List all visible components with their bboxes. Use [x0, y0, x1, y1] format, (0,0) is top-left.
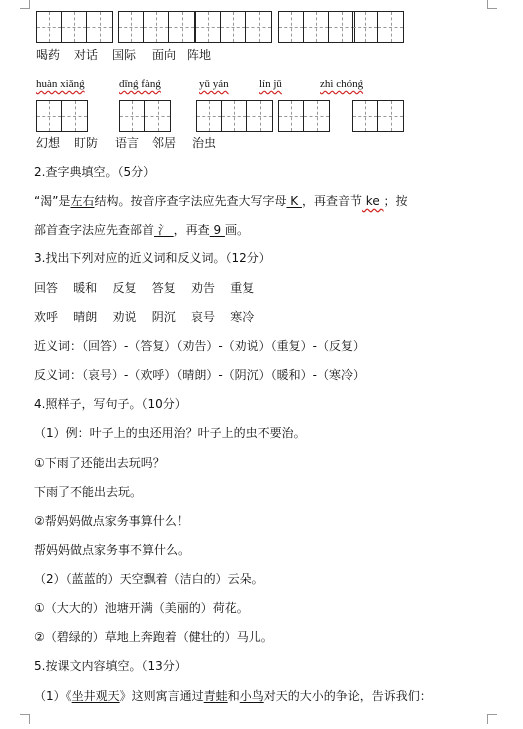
- q5-line-1: （1）《坐井观天》这则寓言通过青蛙和小鸟对天的大小的争论，告诉我们：: [34, 689, 432, 703]
- q3-words-b: 欢呼 晴朗 劝说 阴沉 哀号 寒冷: [34, 310, 255, 324]
- writing-grid: [118, 11, 195, 43]
- q2-line-1: “渴”是左右结构。按音序查字法应先查大写字母 K ，再查音节 ke ；按: [34, 194, 408, 208]
- page-corner-mark: [487, 714, 497, 724]
- pinyin-3: yǔ yán: [199, 78, 229, 90]
- writing-grid: [352, 100, 404, 132]
- answer-bird: 小鸟: [239, 689, 264, 703]
- writing-grid: [196, 100, 273, 132]
- q3-antonyms: 反义词：（哀号）-（欢呼）（晴朗）-（阴沉）（暖和）-（寒冷）: [34, 368, 365, 382]
- q4-answer-2: 帮妈妈做点家务事不算什么。: [34, 543, 191, 557]
- q3-title: 3.找出下列对应的近义词和反义词。（12分）: [34, 251, 271, 265]
- word-2: 对话: [74, 48, 99, 62]
- answer-structure: 左右: [70, 194, 95, 208]
- q4-sentence-4: ②（碧绿的）草地上奔跑着（健壮的）马儿。: [34, 630, 273, 644]
- page-corner-mark: [487, 0, 497, 9]
- word-6: 幻想: [36, 136, 61, 150]
- word-3: 国际: [112, 48, 137, 62]
- word-8: 语言: [115, 136, 140, 150]
- q2-line-2: 部首查字法应先查部首 氵 ，再查 9 画。: [34, 223, 249, 237]
- page-corner-mark: [20, 714, 30, 724]
- q4-example-2: （2）（蓝蓝的）天空飘着（洁白的）云朵。: [34, 572, 264, 586]
- q4-answer-1: 下雨了不能出去玩。: [34, 485, 143, 499]
- writing-grid: [195, 11, 272, 43]
- pinyin-4: lín jū: [259, 78, 282, 90]
- answer-strokes: 9: [209, 223, 225, 237]
- answer-frog: 青蛙: [203, 689, 228, 703]
- q4-sentence-2: ②帮妈妈做点家务事算什么！: [34, 514, 189, 528]
- pinyin-2: dīnǵ fànǵ: [119, 78, 161, 90]
- pinyin-1: huàn xiǎnǵ: [36, 78, 85, 90]
- answer-syllable: ke: [361, 194, 384, 208]
- word-9: 邻居: [152, 136, 177, 150]
- answer-radical: 氵: [154, 223, 174, 237]
- writing-grid: [278, 100, 330, 132]
- word-5: 阵地: [187, 48, 212, 62]
- q3-synonyms: 近义词：（回答）-（答复）（劝告）-（劝说）（重复）-（反复）: [34, 339, 365, 353]
- writing-grid: [352, 11, 404, 43]
- writing-grid: [36, 11, 113, 43]
- answer-letter: K: [286, 194, 302, 208]
- word-7: 盯防: [74, 136, 99, 150]
- writing-grid: [36, 100, 88, 132]
- q4-sentence-3: ①（大大的）池塘开满（美丽的）荷花。: [34, 601, 249, 615]
- q3-words-a: 回答 暖和 反复 答复 劝告 重复: [34, 281, 255, 295]
- writing-grid: [278, 11, 355, 43]
- q4-example-1: （1）例：叶子上的虫还用治？叶子上的虫不要治。: [34, 426, 306, 440]
- q2-title: 2.查字典填空。（5分）: [34, 165, 156, 179]
- answer-fable-title: 坐井观天: [71, 689, 120, 703]
- q4-title: 4.照样子，写句子。（10分）: [34, 397, 187, 411]
- q5-title: 5.按课文内容填空。（13分）: [34, 659, 187, 673]
- page-corner-mark: [20, 0, 30, 9]
- word-4: 面向: [152, 48, 177, 62]
- word-10: 治虫: [192, 136, 217, 150]
- pinyin-5: zhì chónǵ: [320, 78, 364, 90]
- writing-grid: [119, 100, 171, 132]
- word-1: 喝药: [36, 48, 61, 62]
- q4-sentence-1: ①下雨了还能出去玩吗？: [34, 456, 165, 470]
